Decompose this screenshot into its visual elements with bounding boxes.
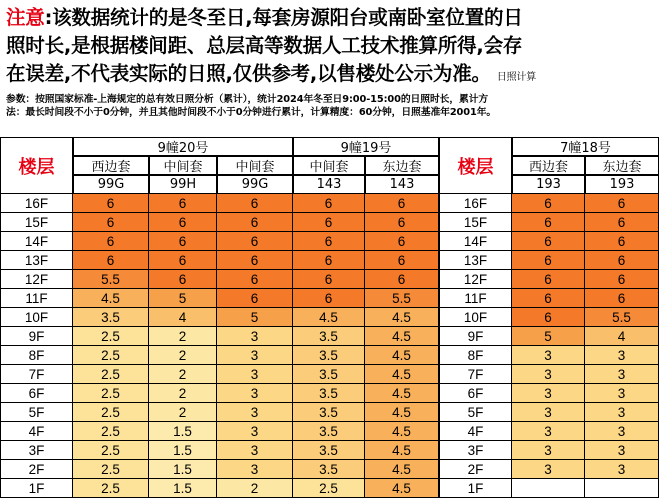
floor-label: 2F: [0, 460, 73, 479]
sunlight-hours-cell: 2: [149, 365, 217, 384]
sunlight-hours-cell: 4: [149, 308, 217, 327]
sunlight-hours-cell: 6: [365, 213, 439, 232]
sunlight-hours-cell: 6: [149, 232, 217, 251]
sunlight-hours-cell: 2.5: [73, 441, 149, 460]
sunlight-hours-cell: 6: [149, 213, 217, 232]
floor-label: 3F: [439, 441, 512, 460]
sunlight-hours-cell: 4.5: [365, 441, 439, 460]
sunlight-hours-cell: 2: [149, 384, 217, 403]
sunlight-hours-cell: 5: [149, 289, 217, 308]
sunlight-hours-cell: 6: [217, 232, 293, 251]
sunlight-hours-cell: 3.5: [293, 384, 365, 403]
floor-label: 9F: [439, 327, 512, 346]
sunlight-hours-cell: 3.5: [293, 346, 365, 365]
sunlight-hours-cell: 4.5: [73, 289, 149, 308]
sunlight-hours-cell: 3: [585, 346, 659, 365]
sunlight-hours-cell: 1.5: [149, 460, 217, 479]
sunlight-hours-cell: 6: [217, 194, 293, 213]
unit-type: 东边套: [365, 156, 439, 175]
sunlight-hours-cell: 2.5: [73, 479, 149, 498]
sunlight-hours-cell: 2: [149, 327, 217, 346]
sunlight-hours-cell: 2: [149, 346, 217, 365]
floor-label: 10F: [0, 308, 73, 327]
sunlight-hours-cell: 3: [512, 422, 585, 441]
sunlight-hours-cell: 5: [217, 308, 293, 327]
sunlight-hours-cell: 6: [585, 251, 659, 270]
sunlight-hours-cell: 6: [512, 308, 585, 327]
sunlight-hours-cell: 6: [73, 194, 149, 213]
sunlight-hours-cell: 2: [217, 479, 293, 498]
sunlight-hours-cell: 6: [73, 232, 149, 251]
sunlight-hours-cell: 3.5: [73, 308, 149, 327]
sunlight-hours-cell: 5.5: [365, 289, 439, 308]
building-name: 9幢19号: [293, 137, 439, 156]
floor-label: 2F: [439, 460, 512, 479]
sunlight-hours-cell: 4.5: [365, 422, 439, 441]
floor-label: 5F: [439, 403, 512, 422]
sunlight-hours-cell: 6: [365, 270, 439, 289]
notice-tag: 日照计算: [496, 72, 537, 83]
sunlight-hours-cell: 3: [585, 403, 659, 422]
sunlight-hours-cell: 5: [512, 327, 585, 346]
sunlight-hours-cell: [512, 479, 585, 498]
notice-line-1: :该数据统计的是冬至日,每套房源阳台或南卧室位置的日: [44, 6, 523, 29]
sunlight-hours-cell: 2.5: [73, 384, 149, 403]
sunlight-hours-cell: 4.5: [365, 479, 439, 498]
sunlight-hours-cell: 3: [512, 403, 585, 422]
sunlight-hours-cell: 1.5: [149, 479, 217, 498]
unit-type: 中间套: [217, 156, 293, 175]
sunlight-hours-cell: 6: [585, 289, 659, 308]
sunlight-hours-cell: 6: [365, 232, 439, 251]
params-line-2: 法：最长时间段不小于0分钟，并且其他时间段不小于0分钟进行累计，计算精度：60分钟，日照基准年2001年。: [6, 107, 497, 118]
sunlight-hours-cell: 6: [149, 270, 217, 289]
notice-main-text: 注意:该数据统计的是冬至日,每套房源阳台或南卧室位置的日 照时长,是根据楼间距、总层高等数据人工技术推算所得,会存 在误差,不代表实际的日照,仅供参考,以售楼处公示为准。 日照计算: [6, 4, 655, 92]
floor-label: 8F: [0, 346, 73, 365]
sunlight-hours-cell: 3: [585, 422, 659, 441]
sunlight-hours-cell: 2.5: [293, 479, 365, 498]
unit-type: 东边套: [585, 156, 659, 175]
notice-params: [6, 93, 655, 119]
params-line-1: 参数：按照国家标准-上海规定的总有效日照分析（累计），统计2024年冬至日9:00-15:00的日照时长，累计方: [6, 94, 489, 105]
sunlight-hours-cell: 3: [512, 365, 585, 384]
sunlight-hours-cell: 2.5: [73, 365, 149, 384]
unit-type: 中间套: [293, 156, 365, 175]
floor-label: 5F: [0, 403, 73, 422]
floor-label: 1F: [0, 479, 73, 498]
sunlight-hours-cell: 6: [512, 270, 585, 289]
sunlight-hours-cell: 4.5: [365, 384, 439, 403]
sunlight-hours-cell: 6: [365, 251, 439, 270]
sunlight-hours-cell: 3: [585, 460, 659, 479]
floor-label: 13F: [0, 251, 73, 270]
floor-label: 14F: [0, 232, 73, 251]
sunlight-hours-cell: 4: [585, 327, 659, 346]
sunlight-hours-cell: 6: [512, 194, 585, 213]
sunlight-hours-cell: 2.5: [73, 346, 149, 365]
floor-label: 9F: [0, 327, 73, 346]
sunlight-hours-cell: 3: [217, 384, 293, 403]
sunlight-hours-cell: 4.5: [365, 346, 439, 365]
floor-header-left: 楼层: [0, 137, 73, 194]
floor-label: 4F: [439, 422, 512, 441]
unit-code: 193: [512, 175, 585, 194]
sunlight-hours-cell: 2.5: [73, 327, 149, 346]
floor-label: 4F: [0, 422, 73, 441]
floor-label: 1F: [439, 479, 512, 498]
sunlight-hours-cell: 6: [217, 251, 293, 270]
sunlight-hours-cell: 3: [217, 441, 293, 460]
floor-label: 7F: [439, 365, 512, 384]
sunlight-hours-cell: 6: [73, 213, 149, 232]
sunlight-hours-cell: 4.5: [365, 460, 439, 479]
floor-label: 7F: [0, 365, 73, 384]
sunlight-hours-cell: 6: [512, 289, 585, 308]
floor-label: 15F: [0, 213, 73, 232]
unit-type: 西边套: [512, 156, 585, 175]
sunlight-hours-cell: 6: [512, 251, 585, 270]
sunlight-hours-cell: 3.5: [293, 327, 365, 346]
sunlight-hours-cell: 6: [512, 213, 585, 232]
sunlight-hours-cell: 6: [585, 232, 659, 251]
sunlight-hours-cell: 6: [293, 213, 365, 232]
sunlight-hours-cell: 4.5: [365, 403, 439, 422]
sunlight-hours-cell: 2.5: [73, 460, 149, 479]
sunlight-hours-cell: 3: [512, 346, 585, 365]
sunlight-hours-cell: 6: [293, 289, 365, 308]
floor-label: 10F: [439, 308, 512, 327]
sunlight-hours-cell: 5.5: [73, 270, 149, 289]
floor-label: 11F: [439, 289, 512, 308]
table-header: [0, 137, 659, 194]
floor-label: 13F: [439, 251, 512, 270]
floor-label: 14F: [439, 232, 512, 251]
sunlight-hours-cell: 6: [293, 194, 365, 213]
sunlight-hours-cell: 3.5: [293, 441, 365, 460]
floor-label: 12F: [0, 270, 73, 289]
sunlight-hours-cell: 3: [217, 327, 293, 346]
floor-label: 11F: [0, 289, 73, 308]
sunlight-hours-cell: 3: [512, 460, 585, 479]
sunlight-hours-cell: 3: [217, 403, 293, 422]
sunlight-hours-cell: 6: [365, 194, 439, 213]
sunlight-hours-cell: 6: [585, 270, 659, 289]
sunlight-hours-cell: 6: [217, 289, 293, 308]
sunlight-hours-cell: 3: [217, 422, 293, 441]
unit-code: 99G: [73, 175, 149, 194]
sunlight-hours-cell: 3: [217, 460, 293, 479]
floor-label: 3F: [0, 441, 73, 460]
sunlight-hours-cell: 3.5: [293, 422, 365, 441]
floor-label: 12F: [439, 270, 512, 289]
unit-code: 143: [365, 175, 439, 194]
sunlight-hours-cell: 6: [217, 270, 293, 289]
floor-label: 15F: [439, 213, 512, 232]
sunlight-hours-cell: 4.5: [365, 365, 439, 384]
sunlight-hours-cell: [585, 479, 659, 498]
unit-type: 中间套: [149, 156, 217, 175]
sunlight-hours-cell: 2: [149, 403, 217, 422]
sunlight-hours-cell: 6: [149, 194, 217, 213]
building-name: 9幢20号: [73, 137, 293, 156]
sunlight-hours-cell: 6: [293, 232, 365, 251]
sunlight-hours-cell: 1.5: [149, 441, 217, 460]
floor-label: 6F: [0, 384, 73, 403]
unit-code: 143: [293, 175, 365, 194]
sunlight-hours-cell: 6: [149, 251, 217, 270]
sunlight-hours-cell: 2.5: [73, 422, 149, 441]
sunlight-hours-cell: 3: [585, 365, 659, 384]
notice-line-3: 在误差,不代表实际的日照,仅供参考,以售楼处公示为准。: [6, 62, 491, 85]
sunlight-hours-cell: 2.5: [73, 403, 149, 422]
notice-line-2: 照时长,是根据楼间距、总层高等数据人工技术推算所得,会存: [6, 34, 523, 57]
sunlight-hours-cell: 4.5: [293, 308, 365, 327]
sunlight-hours-cell: 3: [585, 441, 659, 460]
sunlight-hours-cell: 6: [293, 270, 365, 289]
sunlight-hours-cell: 6: [293, 251, 365, 270]
sunlight-hours-cell: 6: [585, 194, 659, 213]
sunlight-hours-cell: 1.5: [149, 422, 217, 441]
sunlight-hours-cell: 4.5: [365, 308, 439, 327]
floor-header-right: 楼层: [439, 137, 512, 194]
sunlight-hours-cell: 3.5: [293, 460, 365, 479]
unit-code: 193: [585, 175, 659, 194]
sunlight-hours-cell: 3: [585, 384, 659, 403]
sunlight-hours-cell: 6: [512, 232, 585, 251]
sunlight-hours-cell: 6: [217, 213, 293, 232]
sunlight-hours-cell: 6: [73, 251, 149, 270]
unit-code: 99G: [217, 175, 293, 194]
sunlight-hours-cell: 3.5: [293, 403, 365, 422]
floor-label: 6F: [439, 384, 512, 403]
sunlight-hours-cell: 3.5: [293, 365, 365, 384]
sunlight-hours-cell: 3: [217, 365, 293, 384]
floor-label: 16F: [0, 194, 73, 213]
notice-box: [0, 0, 659, 118]
building-name: 7幢18号: [512, 137, 659, 156]
sunlight-hours-cell: 3: [512, 384, 585, 403]
unit-type: 西边套: [73, 156, 149, 175]
sunlight-hours-cell: 3: [512, 441, 585, 460]
floor-label: 16F: [439, 194, 512, 213]
sunlight-hours-cell: 3: [217, 346, 293, 365]
sunlight-hours-cell: 6: [585, 213, 659, 232]
sunlight-hours-cell: 5.5: [585, 308, 659, 327]
floor-label: 8F: [439, 346, 512, 365]
unit-code: 99H: [149, 175, 217, 194]
sunlight-hours-cell: 4.5: [365, 327, 439, 346]
